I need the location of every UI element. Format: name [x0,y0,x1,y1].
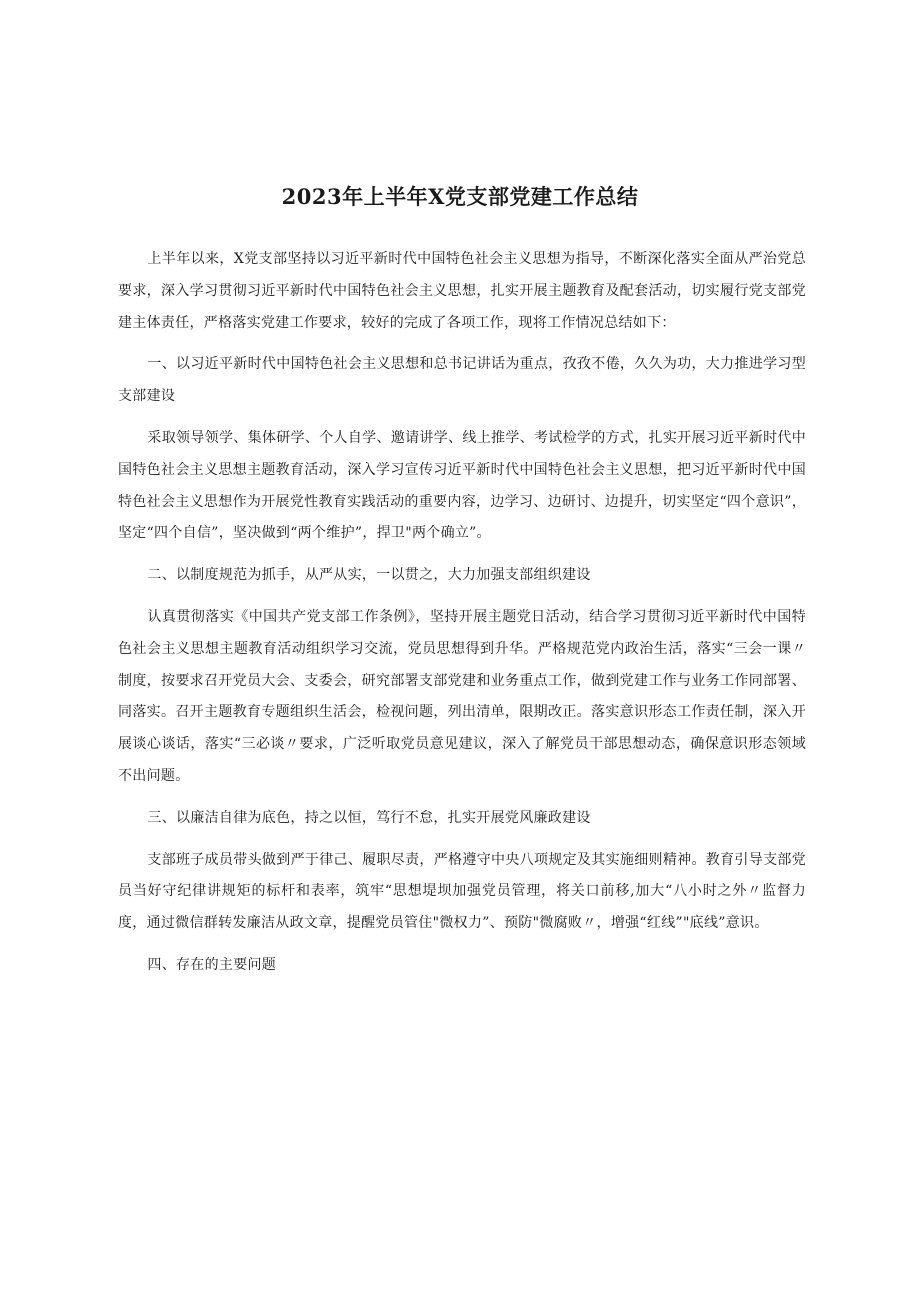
section-paragraph-2: 认真贯彻落实《中国共产党支部工作条例》，坚持开展主题党日活动，结合学习贯彻习近平新时代中国特色社会主义思想主题教育活动组织学习交流，党员思想得到升华。严格规范党内政治生活，落实“三会一课〃制度，按要求召开党员大会、支委会，研究部署支部党建和业务重点工作，做到党建工作与业务工作同部署、同落实。召开主题教育专题组织生活会，检视问题，列出清单，限期改正。落实意识形态工作责任制，深入开展谈心谈话，落实“三必谈〃要求，广泛听取党员意见建议，深入了解党员干部思想动态，确保意识形态领域不出问题。 [118,608,806,784]
document-title: 2023年上半年X党支部党建工作总结 [281,184,639,209]
section-heading-4: 四、存在的主要问题 [147,956,277,973]
section-heading-1: 一、以习近平新时代中国特色社会主义思想和总书记讲话为重点，孜孜不倦，久久为功，大力推进学习型支部建设 [118,356,806,405]
document-body [118,244,806,992]
section-heading-2: 二、以制度规范为抓手，从严从实，一以贯之，大力加强支部组织建设 [147,567,591,584]
section-heading-3: 三、以廉洁自律为底色，持之以恒，笃行不怠，扎实开展党风廉政建设 [147,809,591,826]
section-paragraph-1: 采取领导领学、集体研学、个人自学、邀请讲学、线上推学、考试检学的方式，扎实开展习近平新时代中国特色社会主义思想主题教育活动，深入学习宣传习近平新时代中国特色社会主义思想，把习近平新时代中国特色社会主义思想作为开展党性教育实践活动的重要内容，边学习、边研讨、边提升，切实坚定“四个意识”，坚定“四个自信”，坚决做到“两个维护”，捍卫"两个确立”。 [118,429,806,542]
intro-paragraph: 上半年以来，X党支部坚持以习近平新时代中国特色社会主义思想为指导，不断深化落实全面从严治党总要求，深入学习贯彻习近平新时代中国特色社会主义思想，扎实开展主题教育及配套活动，切实履行党支部党建主体责任，严格落实党建工作要求，较好的完成了各项工作，现将工作情况总结如下： [118,251,806,331]
section-paragraph-3: 支部班子成员带头做到严于律己、履职尽责，严格遵守中央八项规定及其实施细则精神。教育引导支部党员当好守纪律讲规矩的标杆和表率，筑牢“思想堤坝加强党员管理，将关口前移,加大“八小时之外〃监督力度，通过微信群转发廉洁从政文章，提醒党员管住"微权力”、预防"微腐败〃，增强“红线”"底线”意识。 [118,851,806,932]
